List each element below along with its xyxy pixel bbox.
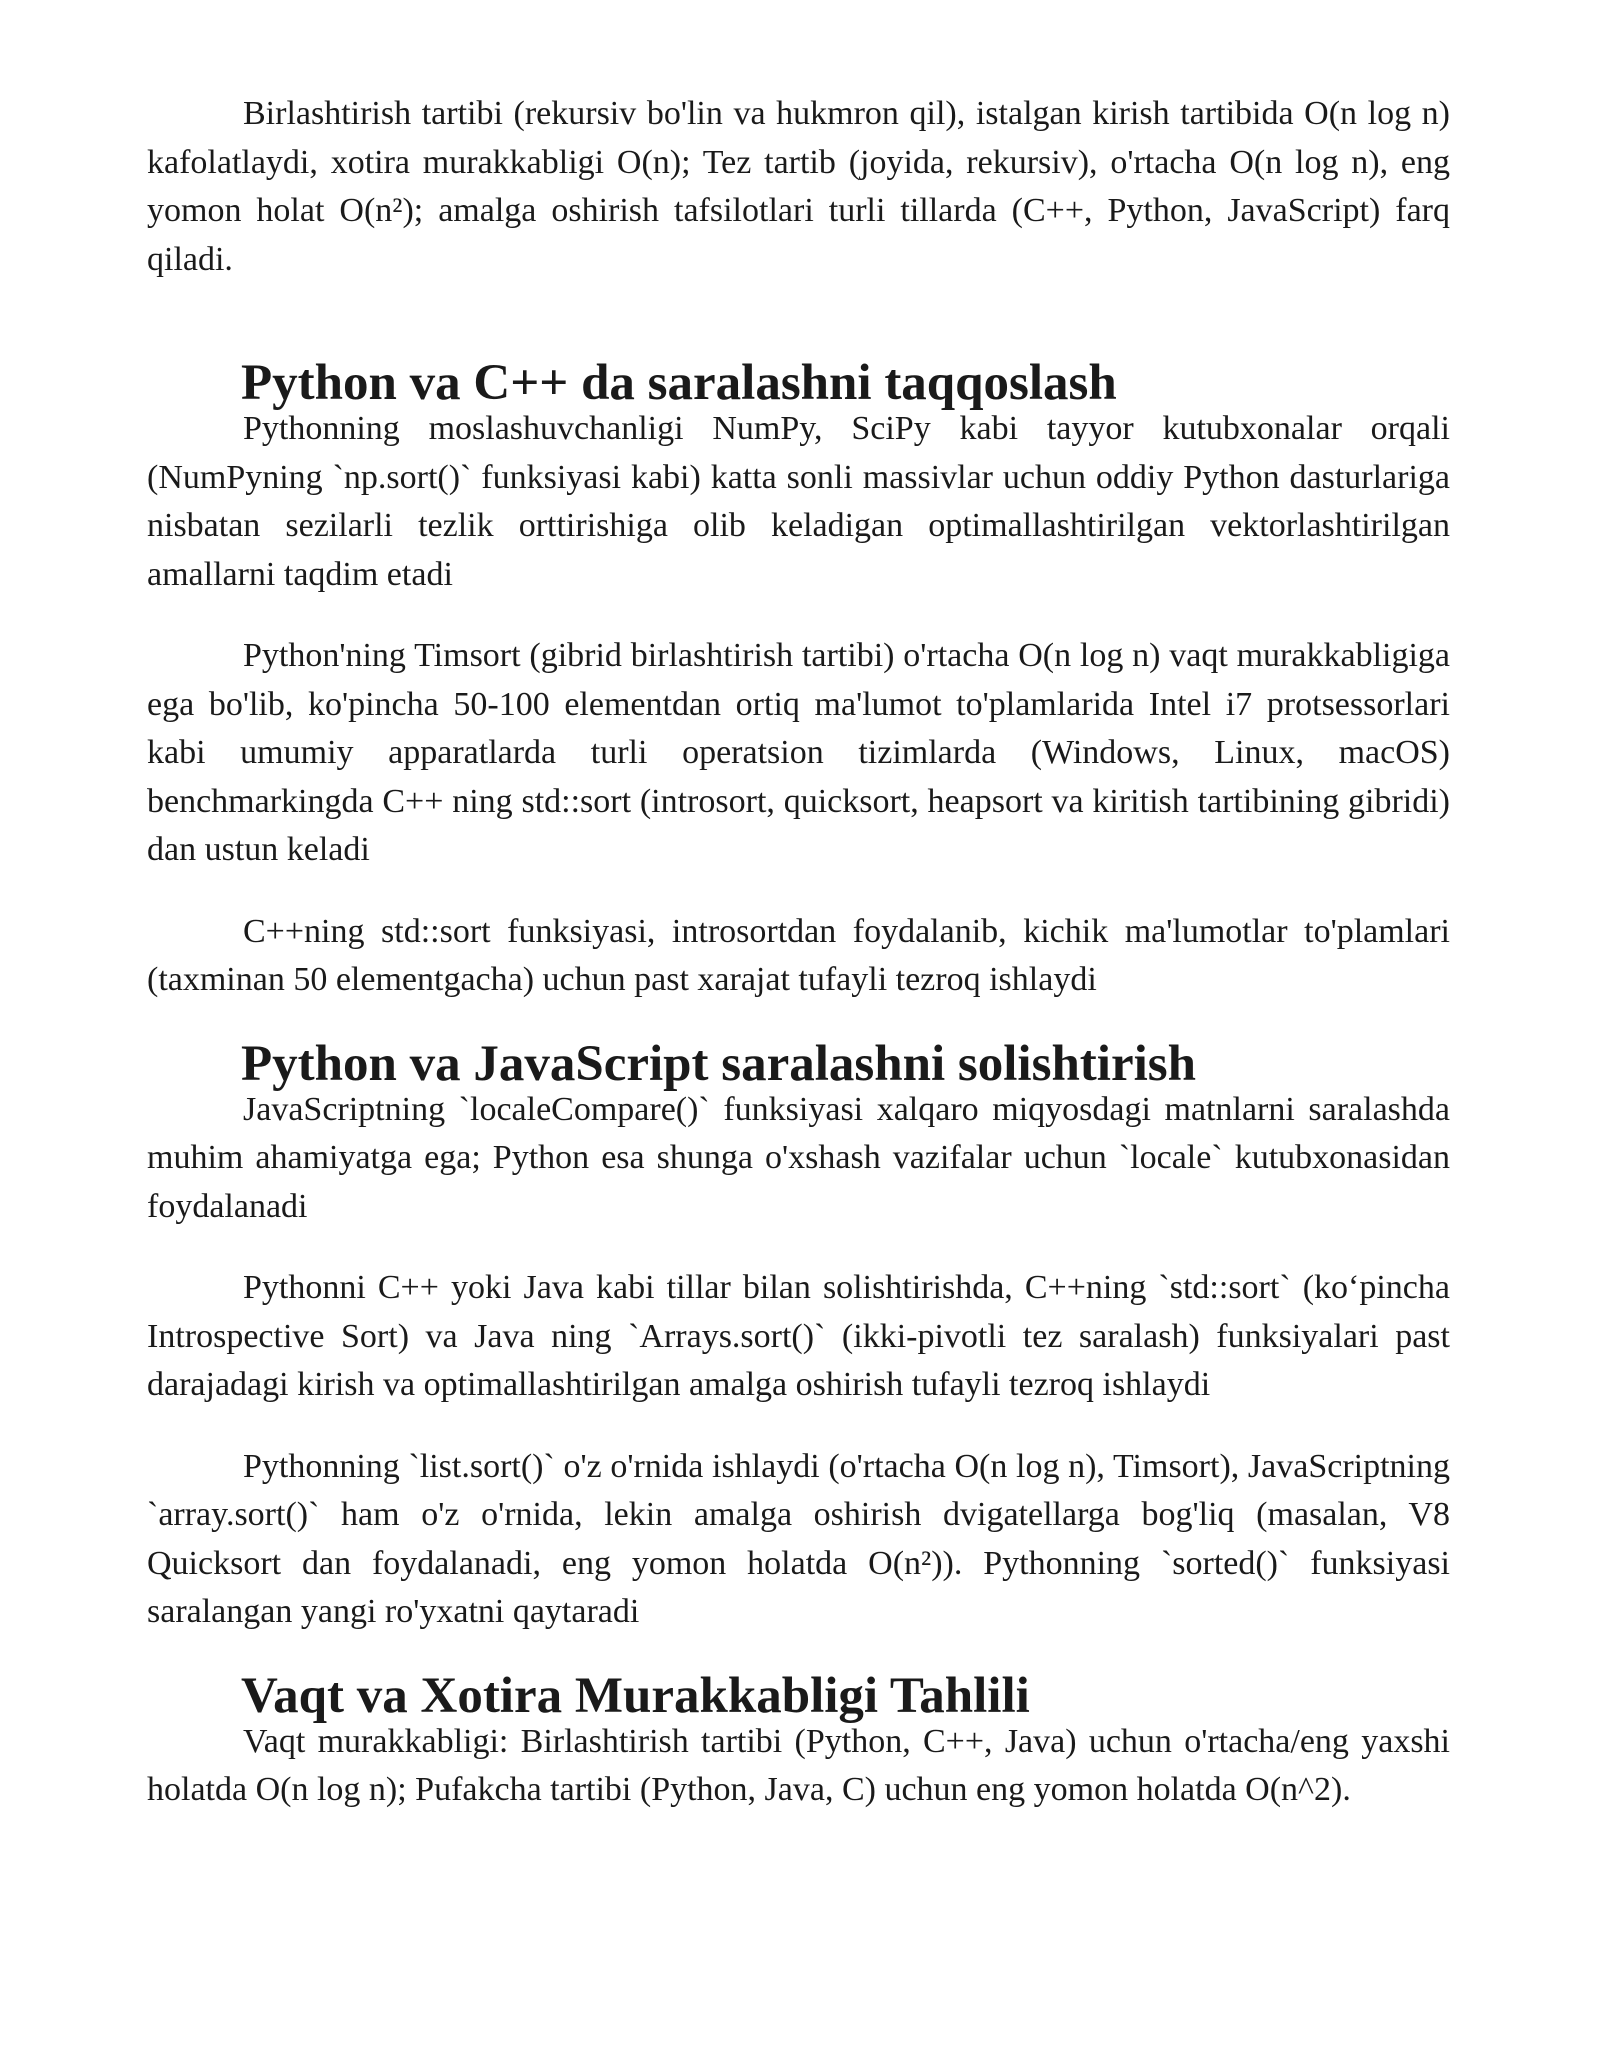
spacer [147,1231,1450,1264]
paragraph-complexity-1: Vaqt murakkabligi: Birlashtirish tartibi (Python, C++, Java) uchun o'rtacha/eng yaxshi holatda O(n log n); Pufakcha tartibi (Python, Java, C) uchun eng yomon holatda O(n^2). [147,1722,1450,1808]
spacer [147,875,1450,908]
spacer [147,599,1450,632]
spacer [147,284,1450,361]
intro-paragraph: Birlashtirish tartibi (rekursiv bo'lin va hukmron qil), istalgan kirish tartibida O(n log n) kafolatlaydi, xotira murakkabligi O(n); Tez tartib (joyida, rekursiv), o'rtacha O(n log n), eng yomon holat O(n²); amalga oshirish tafsilotlari turli tillarda (C++, Python, JavaScript) farq qiladi. [147,95,1450,278]
paragraph-python-js-2: Pythonni C++ yoki Java kabi tillar bilan solishtirishda, C++ning `std::sort` (ko‘pincha Introspective Sort) va Java ning `Arrays.sort()` (ikki-pivotli tez saralash) funksiyalari past darajadagi kirish va optimallashtirilgan amalga oshirish tufayli tezroq ishlaydi [147,1269,1450,1403]
paragraph-python-cpp-2: Python'ning Timsort (gibrid birlashtirish tartibi) o'rtacha O(n log n) vaqt murakkabligiga ega bo'lib, ko'pincha 50-100 elementdan ortiq ma'lumot to'plamlarida Intel i7 protsessorlari kabi umumiy apparatlarda turli operatsion tizimlarda (Windows, Linux, macOS) benchmarkingda C++ ning std::sort (introsort, quicksort, heapsort va kiritish tartibining gibridi) dan ustun keladi [147,637,1450,868]
section-heading-complexity: Vaqt va Xotira Murakkabligi Tahlili [241,1667,1030,1724]
spacer [147,1410,1450,1443]
section-heading-python-cpp: Python va C++ da saralashni taqqoslash [241,355,1117,411]
section-heading-python-javascript: Python va JavaScript saralashni solishtirish [241,1035,1196,1092]
document-page [147,90,1450,1815]
paragraph-python-cpp-3: C++ning std::sort funksiyasi, introsortdan foydalanib, kichik ma'lumotlar to'plamlari (taxminan 50 elementgacha) uchun past xarajat tufayli tezroq ishlaydi [147,912,1450,998]
paragraph-python-js-3: Pythonning `list.sort()` o'z o'rnida ishlaydi (o'rtacha O(n log n), Timsort), JavaScriptning `array.sort()` ham o'z o'rnida, lekin amalga oshirish dvigatellarga bog'liq (masalan, V8 Quicksort dan foydalanadi, eng yomon holatda O(n²)). Pythonning `sorted()` funksiyasi saralangan yangi ro'yxatni qaytaradi [147,1447,1450,1630]
paragraph-python-js-1: JavaScriptning `localeCompare()` funksiyasi xalqaro miqyosdagi matnlarni saralashda muhim ahamiyatga ega; Python esa shunga o'xshash vazifalar uchun `locale` kutubxonasidan foydalanadi [147,1090,1450,1225]
paragraph-python-cpp-1: Pythonning moslashuvchanligi NumPy, SciPy kabi tayyor kutubxonalar orqali (NumPyning `np.sort()` funksiyasi kabi) katta sonli massivlar uchun oddiy Python dasturlariga nisbatan sezilarli tezlik orttirishiga olib keladigan optimallashtirilgan vektorlashtirilgan amallarni taqdim etadi [147,410,1450,593]
